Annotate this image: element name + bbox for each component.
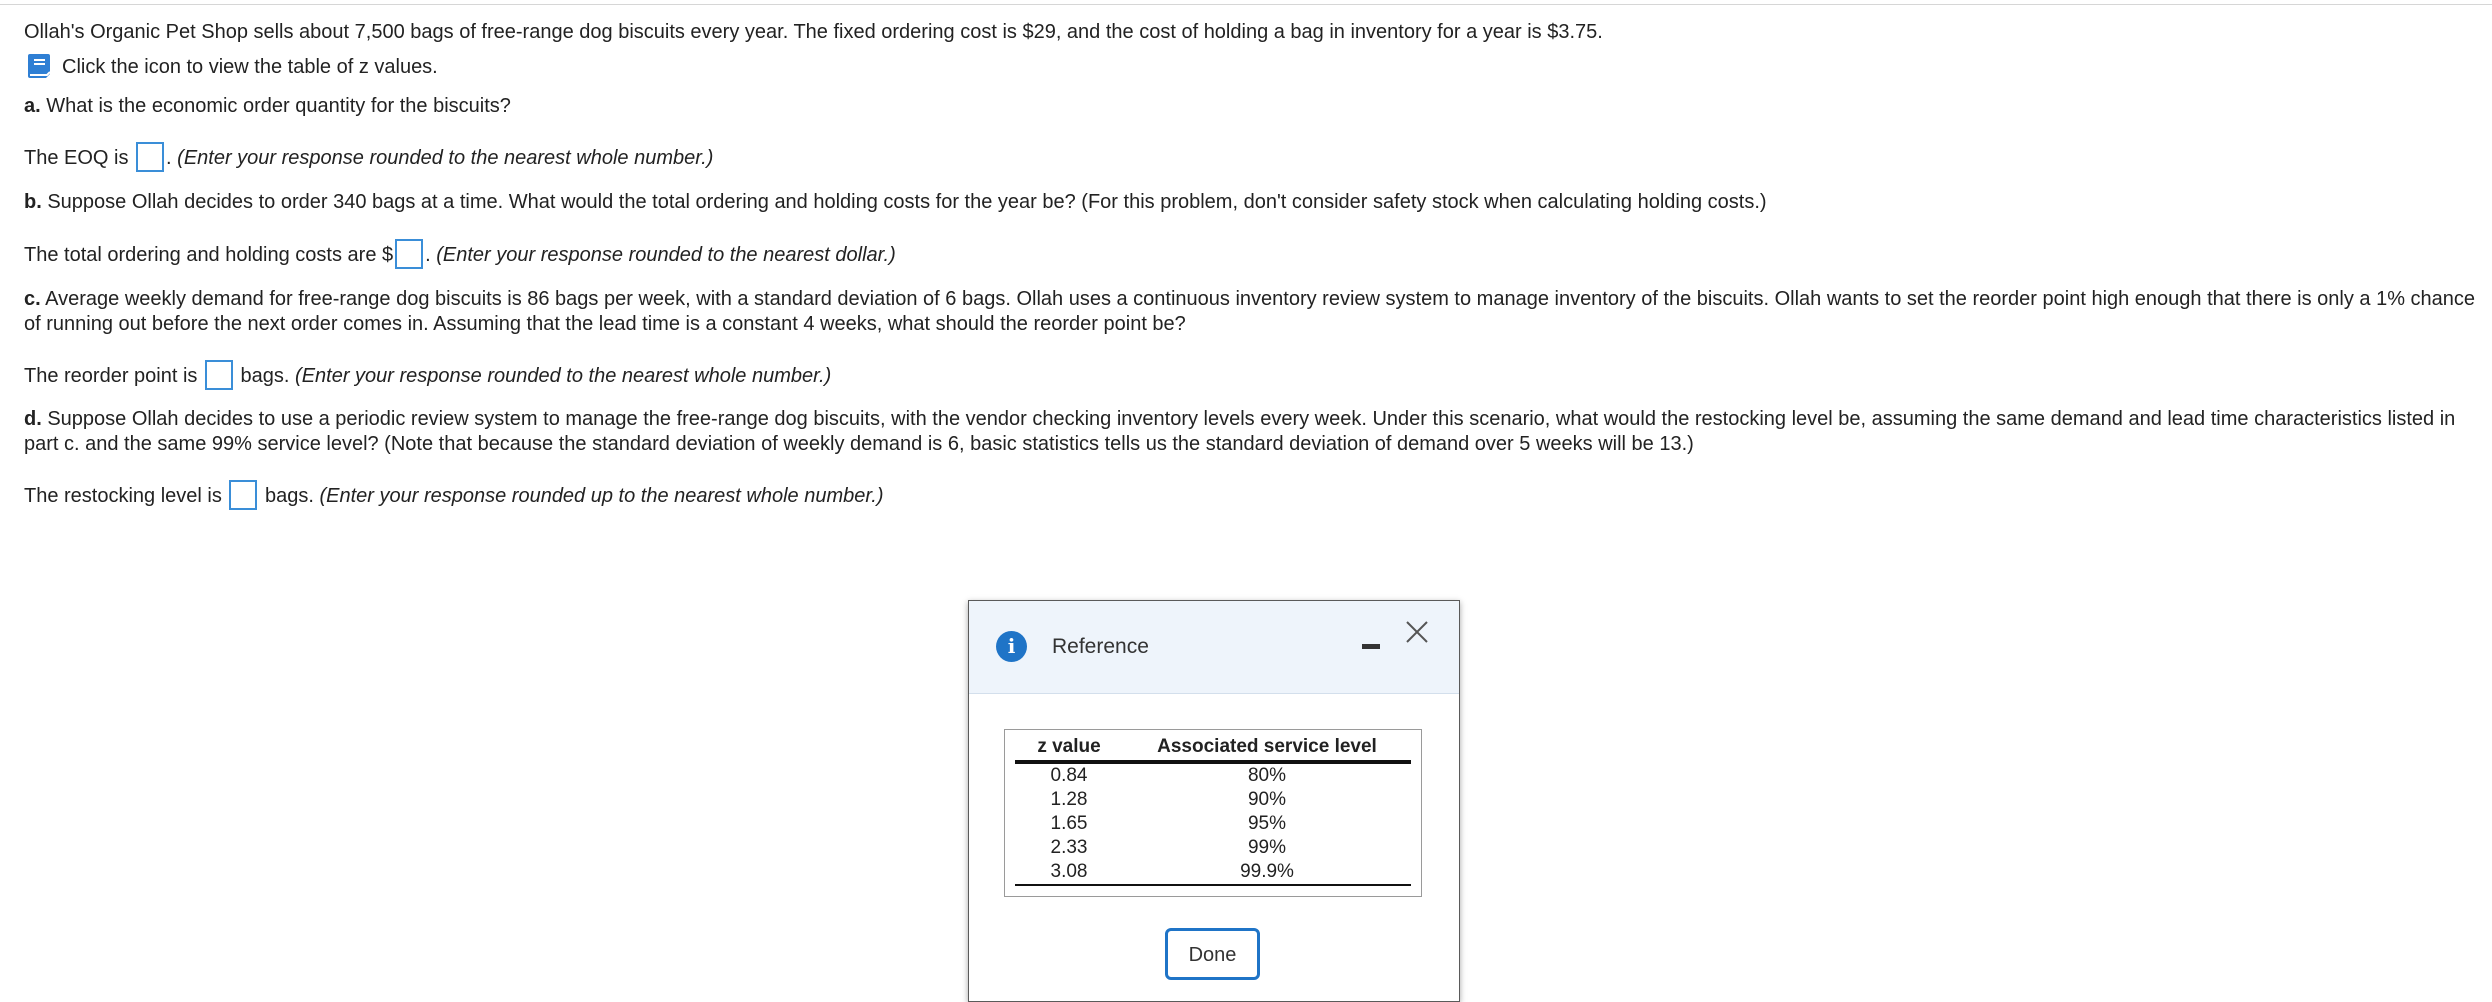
part-a-question (24, 94, 511, 119)
z-value-cell: 2.33 (1050, 837, 1088, 858)
part-d-label: d. (24, 408, 42, 430)
part-c-answer-prefix: The reorder point is (24, 365, 203, 387)
reorder-point-input[interactable] (205, 360, 233, 390)
column-header-service-level: Associated service level (1123, 736, 1411, 762)
z-value-cell: 3.08 (1015, 860, 1123, 885)
part-d-question-text: Suppose Ollah decides to use a periodic review system to manage the free-range dog biscuits, with the vendor checking inventory levels every week. Under this scenario, what would the restocking level be, assuming the same demand and lead time characteristics listed in part c. and the same 99% service level? (Note that because the standard deviation of weekly demand is 6, basic statistics tells us the standard deviation of demand over 5 weeks will be 13.) (24, 408, 2456, 455)
restocking-level-input[interactable] (229, 480, 257, 510)
part-c-label: c. (24, 288, 41, 310)
part-c-question-text: Average weekly demand for free-range dog biscuits is 86 bags per week, with a standard deviation of 6 bags. Ollah uses a continuous inventory review system to manage inventory of the biscuits. Ollah wants to set the reorder point high enough that there is only a 1% chance of running out before the next order comes in. Assuming that the lead time is a constant 4 weeks, what should the reorder point be? (24, 288, 2476, 335)
part-a-question-text: What is the economic order quantity for the biscuits? (40, 95, 511, 117)
part-b-question (24, 190, 1767, 215)
part-b-answer-prefix: The total ordering and holding costs are $ (24, 244, 394, 266)
part-c-answer-suffix: bags. (234, 365, 296, 387)
service-level-cell: 99.9% (1123, 860, 1411, 885)
service-level-cell: 80% (1247, 765, 1287, 786)
part-a-answer-row (24, 142, 713, 172)
ztable-link-row (24, 51, 438, 81)
table-row (1015, 762, 1411, 788)
done-button[interactable]: Done (1165, 928, 1260, 980)
ztable-frame (1004, 729, 1422, 897)
book-icon[interactable] (24, 51, 54, 81)
part-d-answer-row (24, 480, 884, 510)
column-header-z-value: z value (1015, 736, 1123, 762)
service-level-cell: 95% (1247, 813, 1287, 834)
part-b-label: b. (24, 191, 42, 213)
part-b-answer-row (24, 239, 896, 269)
table-row (1015, 836, 1411, 860)
part-a-hint: (Enter your response rounded to the nearest whole number.) (177, 147, 714, 169)
table-row (1015, 860, 1411, 885)
dialog-title: Reference (1052, 635, 1149, 658)
table-header-row (1015, 736, 1411, 762)
z-value-cell: 1.28 (1050, 789, 1088, 810)
table-row (1015, 812, 1411, 836)
minimize-icon[interactable] (1360, 635, 1382, 657)
z-value-table (1015, 736, 1411, 886)
dialog-header (969, 601, 1459, 694)
eoq-input[interactable] (136, 142, 164, 172)
total-cost-input[interactable] (395, 239, 423, 269)
ztable-link-text[interactable]: Click the icon to view the table of z values. (62, 56, 438, 78)
part-b-answer-suffix: . (425, 244, 437, 266)
problem-intro: Ollah's Organic Pet Shop sells about 7,500 bags of free-range dog biscuits every year. The fixed ordering cost is $29, and the cost of holding a bag in inventory for a year is $3.75. (24, 21, 1603, 43)
part-a-label: a. (24, 95, 41, 117)
top-divider (0, 4, 2492, 5)
table-row (1015, 788, 1411, 812)
service-level-cell: 99% (1247, 837, 1287, 858)
z-value-cell: 0.84 (1050, 765, 1088, 786)
part-b-hint: (Enter your response rounded to the nearest dollar.) (436, 244, 896, 266)
reference-dialog (968, 600, 1460, 1002)
part-a-answer-prefix: The EOQ is (24, 147, 135, 169)
part-d-answer-suffix: bags. (259, 485, 320, 507)
part-c-question (24, 287, 2492, 337)
service-level-cell: 90% (1247, 789, 1287, 810)
part-d-hint: (Enter your response rounded up to the nearest whole number.) (319, 485, 884, 507)
part-b-question-text: Suppose Ollah decides to order 340 bags at a time. What would the total ordering and holding costs for the year be? (For this problem, don't consider safety stock when calculating holding costs.) (41, 191, 1767, 213)
close-icon[interactable] (1402, 617, 1432, 647)
part-c-hint: (Enter your response rounded to the nearest whole number.) (295, 365, 832, 387)
part-a-answer-suffix: . (166, 147, 178, 169)
part-d-question (24, 407, 2492, 457)
info-icon: i (996, 631, 1027, 662)
part-d-answer-prefix: The restocking level is (24, 485, 228, 507)
z-value-cell: 1.65 (1050, 813, 1088, 834)
part-c-answer-row (24, 360, 831, 390)
